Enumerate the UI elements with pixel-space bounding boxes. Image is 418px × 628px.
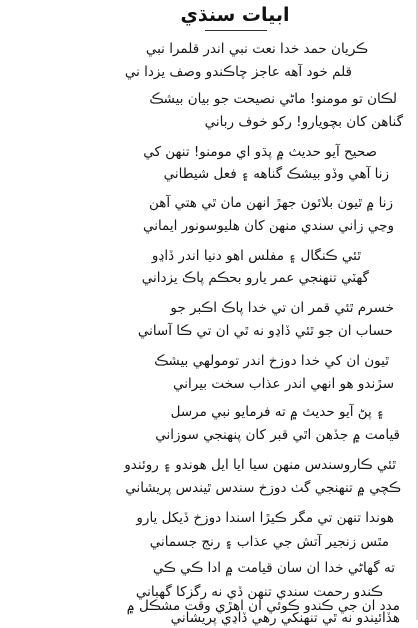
verse-line: هڏائيندو نه ٿي تنهنکي رهي ڏاڍي پريشاني — [170, 610, 400, 626]
verse-line: مدد ان جي ڪندو ڪوئي ان اهڙي وقت مشڪل ۾ — [126, 598, 400, 614]
verse-line: ٿئي ڪاروسندس منهن سيا ايا ايل هوندو ۽ روئندو — [124, 457, 396, 473]
verse-line: ٿيون ان کي خدا دوزخ اندر تومولهي بيشڪ — [154, 353, 389, 369]
verse-line: گهٽي تنهنجي عمر يارو بحڪم پاڪ يزداني — [141, 270, 369, 286]
verse-line: لڪان تو مومنو! ماڻي نصيحت جو بيان بيشڪ — [149, 91, 397, 107]
verse-line: صحيح آيو حديث ۾ پڌو اي مومنو! تنهن کي — [143, 144, 377, 160]
verse-line: ڪچي ۾ تنهنجي گٺ دوزخ سندس ٿيندس پريشاني — [125, 480, 401, 496]
verse-line: وڃي زاني سندي منهن کان هليوسونور ايماني — [142, 218, 394, 234]
page-title: ابيات سنڌي — [180, 4, 290, 26]
verse-line: زنا آهي وڏو بيشڪ گناهه ۽ فعل شيطاني — [163, 166, 389, 182]
verse-line: ڪريان حمد خدا نعت نبي اندر قلمرا نبي — [145, 41, 368, 57]
verse-line: قلم خود آهه عاجز چاڪندو وصف يزدا ني — [124, 64, 352, 80]
verse-line: ٿئي ڪنگال ۽ مفلس اهو دنيا اندر ڏاڍو — [151, 248, 361, 264]
verse-line: ۽ پڻ آيو حديث ۾ ته فرمايو نبي مرسل — [170, 404, 384, 420]
verse-line: قيامت ۾ جڏهن اٿي قبر کان پنهنجي سوزاني — [155, 427, 400, 443]
verse-line: ته گهاڻي خدا ان سان قيامت ۾ ادا ڪي ڪي — [152, 560, 395, 576]
verse-line: سڙندو هو انهي اندر عذاب سخت بيراني — [173, 376, 394, 392]
verse-line: زنا ۾ ٿيون بلائون جهڙ انهن مان ٿي هتي آهن — [149, 195, 393, 211]
verse-line: حساب ان جو ٿئي ڏاڍو نه ٿي ان تي ڪا آساني — [137, 323, 393, 339]
verse-line: ڪندو رحمت سندي تنهن ڏي نه رگزکا گهباني — [135, 584, 383, 600]
verse-line: مٿس زنجير آتش جي عذاب ۽ رنج جسماني — [149, 534, 389, 550]
verse-line: گناهن کان بچويارو! رکو خوف رباني — [204, 114, 403, 130]
verse-line: خسرم ٿئي قمر ان تي خدا پاڪ اڪبر جو — [170, 300, 394, 316]
verse-line: هوندا تنهن تي مگر ڪيڙا اسندا دوزخ ڏيکل يارو — [136, 510, 394, 526]
title-underline — [205, 30, 267, 31]
